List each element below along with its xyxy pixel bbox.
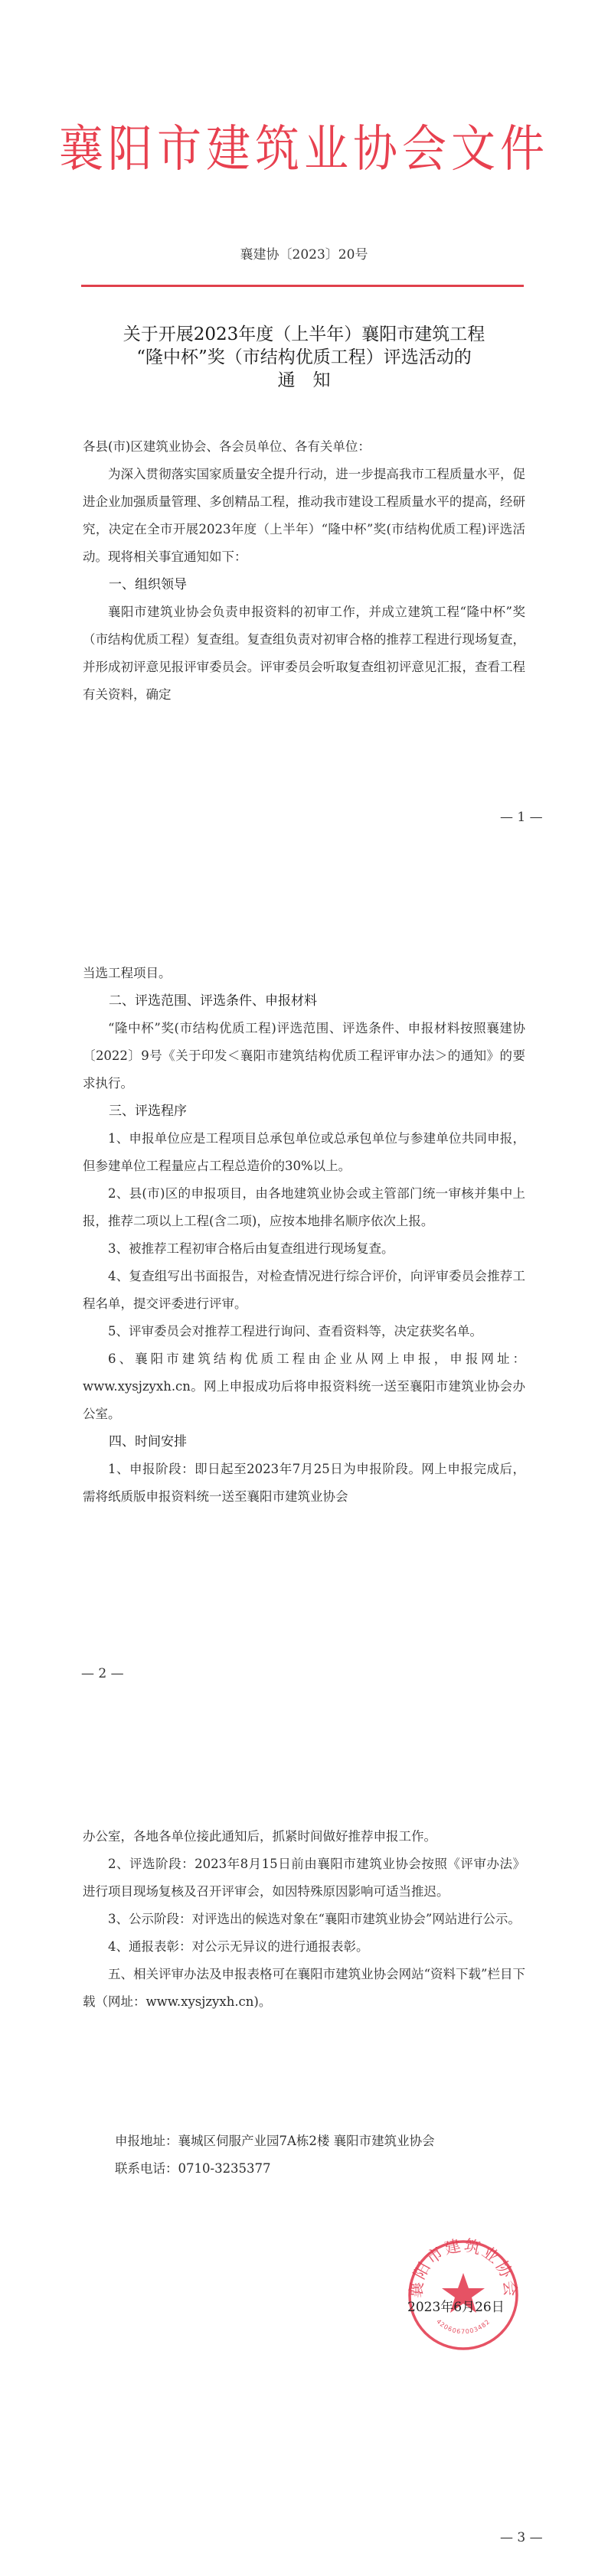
title-line-2: “隆中杯”奖（市结构优质工程）评选活动的 <box>136 347 472 367</box>
section-heading-1: 一、组织领导 <box>109 577 187 592</box>
page1-body <box>83 433 525 709</box>
title-line-1: 关于开展2023年度（上半年）襄阳市建筑工程 <box>123 324 485 344</box>
notice-title <box>77 323 531 392</box>
section-1-text: 襄阳市建筑业协会负责申报资料的初审工作，并成立建筑工程“隆中杯”奖（市结构优质工程）复查组。复查组负责对初审合格的推荐工程进行现场复查，并形成初评意见报评审委员会。评审委员会听取复查组初评意见汇报，查看工程有关资料，确定 <box>83 605 525 702</box>
page-3 <box>0 1717 608 2576</box>
continuation-text: 办公室，各地各单位接此通知后，抓紧时间做好推荐申报工作。 <box>83 1829 436 1844</box>
continuation-text: 当选工程项目。 <box>83 966 172 980</box>
issue-date: 2023年6月26日 <box>407 2300 505 2315</box>
procedure-item-1: 1、申报单位应是工程项目总承包单位或总承包单位与参建单位共同申报，但参建单位工程量应占工程总造价的30%以上。 <box>83 1131 525 1173</box>
procedure-item-5: 5、评审委员会对推荐工程进行询问、查看资料等，决定获奖名单。 <box>108 1324 482 1339</box>
procedure-item-2: 2、县(市)区的申报项目，由各地建筑业协会或主管部门统一审核并集中上报，推荐二项以上工程(含二项)，应按本地排名顺序依次上报。 <box>83 1186 525 1228</box>
schedule-item-1: 1、申报阶段：即日起至2023年7月25日为申报阶段。网上申报完成后，需将纸质版申报资料统一送至襄阳市建筑业协会 <box>83 1462 525 1504</box>
section-5-paragraph <box>83 1961 525 2016</box>
page2-body <box>83 960 525 1511</box>
page3-body <box>83 1823 525 2016</box>
doc-number: 襄建协〔2023〕20号 <box>240 247 368 262</box>
page-1 <box>0 0 608 859</box>
svg-text:4206067003482: 4206067003482 <box>435 2317 492 2336</box>
official-seal <box>406 2238 521 2353</box>
procedure-item-4: 4、复查组写出书面报告，对检查情况进行综合评价，向评审委员会推荐工程名单，提交评委进行评审。 <box>83 1269 525 1311</box>
schedule-item-2: 2、评选阶段：2023年8月15日前由襄阳市建筑业协会按照《评审办法》进行项目现场复核及召开评审会，如因特殊原因影响可适当推迟。 <box>83 1857 525 1899</box>
section-heading-4: 四、时间安排 <box>109 1434 187 1449</box>
intro-paragraph: 为深入贯彻落实国家质量安全提升行动，进一步提高我市工程质量水平，促进企业加强质量管理、多创精品工程，推动我市建设工程质量水平的提高，经研究，决定在全市开展2023年度（上半年）“隆中杯”奖(市结构优质工程)评选活动。现将相关事宜通知如下： <box>83 467 525 564</box>
header-title: 襄阳市建筑业协会文件 <box>58 119 549 178</box>
section-heading-3: 三、评选程序 <box>109 1104 187 1119</box>
salutation: 各县(市)区建筑业协会、各会员单位、各有关单位： <box>83 439 371 454</box>
section-5-text: 相关评审办法及申报表格可在襄阳市建筑业协会网站“资料下载”栏目下载（网址：www.xysjzyxh.cn)。 <box>83 1967 526 2009</box>
page-number-1: — 1 — <box>500 810 543 825</box>
procedure-item-6: 6、襄阳市建筑结构优质工程由企业从网上申报，申报网址：www.xysjzyxh.cn。网上申报成功后将申报资料统一送至襄阳市建筑业协会办公室。 <box>83 1352 525 1421</box>
seal-icon <box>406 2238 521 2353</box>
section-2-text: “隆中杯”奖(市结构优质工程)评选范围、评选条件、申报材料按照襄建协〔2022〕9号《关于印发＜襄阳市建筑结构优质工程评审办法＞的通知》的要求执行。 <box>83 1021 525 1091</box>
title-line-3: 通 知 <box>277 370 331 390</box>
section-heading-2: 二、评选范围、评选条件、申报材料 <box>109 993 317 1009</box>
contact-block <box>115 2128 528 2183</box>
schedule-item-4: 4、通报表彰：对公示无异议的进行通报表彰。 <box>108 1939 369 1954</box>
page-number-2: — 2 — <box>81 1666 124 1681</box>
svg-text:襄阳市建筑业协会: 襄阳市建筑业协会 <box>407 2238 520 2299</box>
red-divider <box>81 285 524 287</box>
address-text: 申报地址：襄城区伺服产业园7A栋2楼 襄阳市建筑业协会 <box>115 2134 435 2148</box>
page-number-3: — 3 — <box>500 2530 543 2545</box>
phone-text: 联系电话：0710-3235377 <box>115 2161 271 2176</box>
section-heading-5: 五、 <box>108 1967 134 1981</box>
page-2 <box>0 859 608 1717</box>
schedule-item-3: 3、公示阶段：对评选出的候选对象在“襄阳市建筑业协会”网站进行公示。 <box>108 1912 521 1926</box>
procedure-item-3: 3、被推荐工程初审合格后由复查组进行现场复查。 <box>108 1241 394 1256</box>
